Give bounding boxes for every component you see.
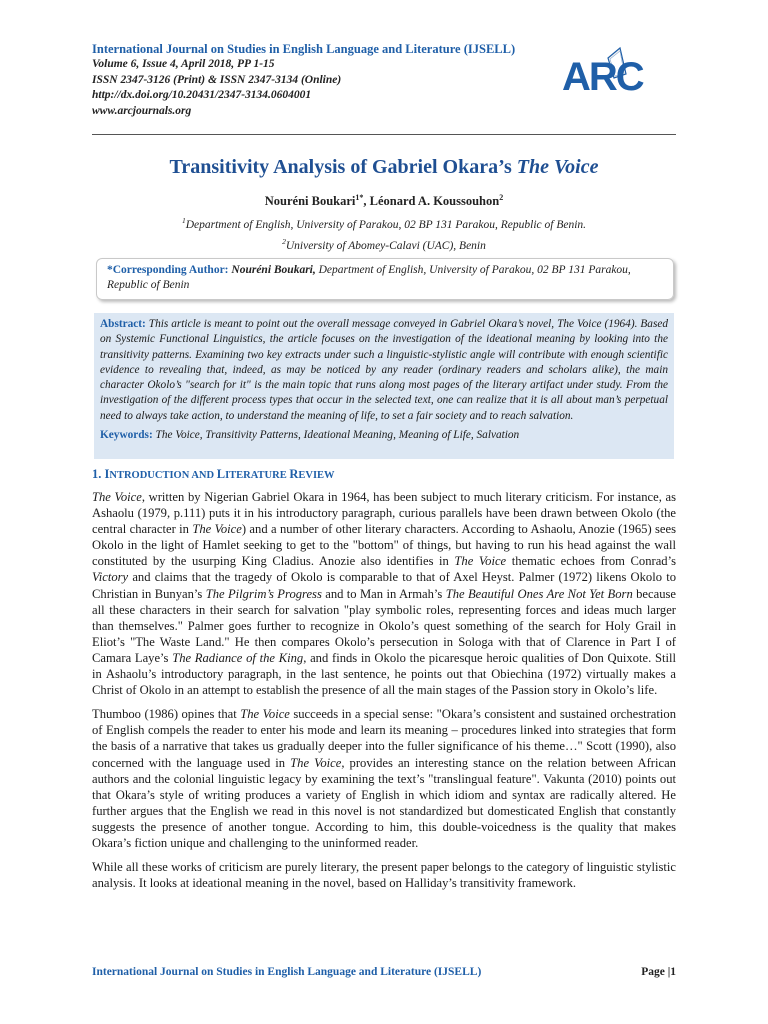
paragraph-text: and claims that the tragedy of Okolo is comparable to that of Axel Heyst. Palmer (1972) likens Okolo to Christian in Bunyan’s [92,570,676,601]
section-cap-2: L [216,467,226,481]
keywords-text: The Voice, Transitivity Patterns, Ideational Meaning, Meaning of Life, Salvation [155,429,520,442]
body-text [92,489,676,899]
italic-title-ref: The Voice [240,707,290,722]
italic-title-ref: Victory [92,570,129,585]
corresponding-address: Department of English, University of Parakou, 02 BP 131 Parakou, Republic of Benin [107,264,631,291]
page-footer [92,966,676,982]
paragraph-text: succeeds in a special sense: "Okara’s consistent and sustained orchestration of English compels the reader to enter his mode and learn its meaning – procedures linked into strategies that form the basis of a narrative that takes us gradually deeper into the fuller significance of his theme…" Scott (1990), also concerned with the language used in [92,707,676,770]
affiliation-2-text: University of Abomey-Calavi (UAC), Benin [285,239,486,252]
section-number: 1. [92,467,105,481]
header-divider [92,134,676,135]
italic-title-ref: The Voice [454,554,507,569]
page-number: Page |1 [641,966,676,978]
paragraph-3 [92,859,676,891]
paragraph-text: , written by Nigerian Gabriel Okara in 1964, has been subject to much literary criticism. For instance, as Ashaolu (1979, p.111) puts it in his introductory paragraph, curious parallels have been drawn between Okolo (the central character in [92,490,677,537]
section-rest-2: ITERATURE [225,470,290,481]
section-rest-1: NTRODUCTION AND [109,470,217,481]
title-main: Transitivity Analysis of Gabriel Okara’s [169,156,517,178]
affiliation-1-mark: 1 [181,216,186,225]
keywords-line [100,428,668,443]
footer-journal: International Journal on Studies in English Language and Literature (IJSELL) [92,966,482,978]
paragraph-text: provides an interesting stance on the relation between African authors and the colonial linguistic legacy by examining the text’s "translingual feature". Vakunta (2010) points out that Okara’s style of writing produces a variety of English in which idiom and syntax are radically altered. He further argues that the English we read in this novel is not standardized but domesticated English that constantly suggests the presence of another tongue. According to him, this double-voicedness is the quality that makes Okara’s fiction unique and challenging to the uninformed reader. [92,755,676,850]
journal-volume: Volume 6, Issue 4, April 2018, PP 1-15 [92,58,275,70]
keywords-label: Keywords: [100,429,156,442]
journal-issn: ISSN 2347-3126 (Print) & ISSN 2347-3134 (Online) [92,73,342,86]
paragraph-text: Thumboo (1986) opines that [92,707,241,722]
paragraph-2 [92,706,676,851]
corresponding-label: *Corresponding Author: [107,264,232,276]
italic-title-ref: The Voice [92,490,142,504]
italic-title-ref: The Voice [192,522,242,537]
italic-title-ref: The Voice, [290,755,345,770]
author-2-mark: 2 [499,193,504,202]
abstract-text: This article is meant to point out the overall message conveyed in Gabriel Okara’s novel, The Voice (1964). Based on Systemic Functional Linguistics, the article focuses on the investigation of the ideational meaning by looking into the transitivity patterns. Examining two key extracts under such a linguistic-stylistic angle will contribute with enough scientific evidence to revealing that, indeed, as may be noticed by any reader (ordinary readers and scholars alike), the main character Okolo’s "search for it" is the main topic that runs along most pages of the literary artifact under study. From the investigation of the different process types that occur in the selected text, one can realize that it is all about man’s perpetual need to always take action, to understand the meaning of life, to set a fair society and to reach salvation. [100,318,669,422]
paragraph-text: ) and a number of other literary characters. According to Ashaolu, Anozie (1965) sees Okolo in the light of Hamlet seeking to get to the "bottom" of things, but having to run his head against the wall constituted by the usurping King Cladius. Anozie also identifies in [92,522,676,569]
abstract-box [94,313,674,459]
corresponding-name: Nouréni Boukari, [231,264,316,276]
italic-title-ref: The Beautiful Ones Are Not Yet Born [445,586,633,601]
italic-title-ref: The Radiance of the King [172,650,304,665]
paragraph-text: thematic echoes from Conrad’s [506,554,676,569]
italic-title-ref: The Pilgrim’s Progress [205,586,322,601]
section-heading [92,466,335,484]
journal-website[interactable]: www.arcjournals.org [92,104,192,117]
paper-title [92,154,676,180]
paragraph-text: and to Man in Armah’s [321,586,446,601]
section-rest-3: EVIEW [298,470,335,481]
paragraph-text: because all these characters in their search for salvation "play symbolic roles, representing forces and ideas much larger than themselves." Palmer goes further to recognize in Okolo’s quest something of the search for Holy Grail in Eliot’s "The Waste Land." He then compares Okolo’s persecution in Sologa with that of Clarence in Part I of Camara Laye’s [92,586,676,665]
paragraph-1 [92,489,676,698]
affiliation-1-text: Department of English, University of Parakou, 02 BP 131 Parakou, Republic of Benin. [185,218,587,231]
corresponding-author-box [96,258,674,300]
author-1: Nouréni Boukari [264,194,356,209]
author-1-mark: 1* [355,193,364,202]
author-2: Léonard A. Koussouhon [369,194,500,209]
affiliation-2-mark: 2 [282,237,286,246]
journal-doi[interactable]: http://dx.doi.org/10.20431/2347-3134.0604001 [92,89,312,101]
paragraph-text: , and finds in Okolo the picaresque heroic qualities of Don Quixote. Still in Ashaolu’s introductory paragraph, in the last sentence, he points out that Obiechina (1972) virtually makes a Christ of Okolo in an attempt to establish the presence of all the main stages of the Passion story in Okolo’s life. [92,650,676,698]
abstract-paragraph [100,317,668,424]
author-list [92,190,676,209]
section-cap-1: I [104,467,110,481]
arc-logo-text: ARC [562,55,643,96]
journal-name: International Journal on Studies in English Language and Literature (IJSELL) [92,42,516,56]
abstract-label: Abstract: [100,318,149,330]
title-italic: The Voice [516,156,599,178]
affiliation-1 [92,213,676,233]
arc-logo [560,44,660,96]
paragraph-text: While all these works of criticism are purely literary, the present paper belongs to the category of linguistic stylistic analysis. It looks at ideational meaning in the novel, based on Halliday’s transitivity framework. [92,860,676,891]
author-separator: , [363,194,370,209]
affiliation-2 [92,234,676,254]
section-cap-3: R [289,467,299,481]
